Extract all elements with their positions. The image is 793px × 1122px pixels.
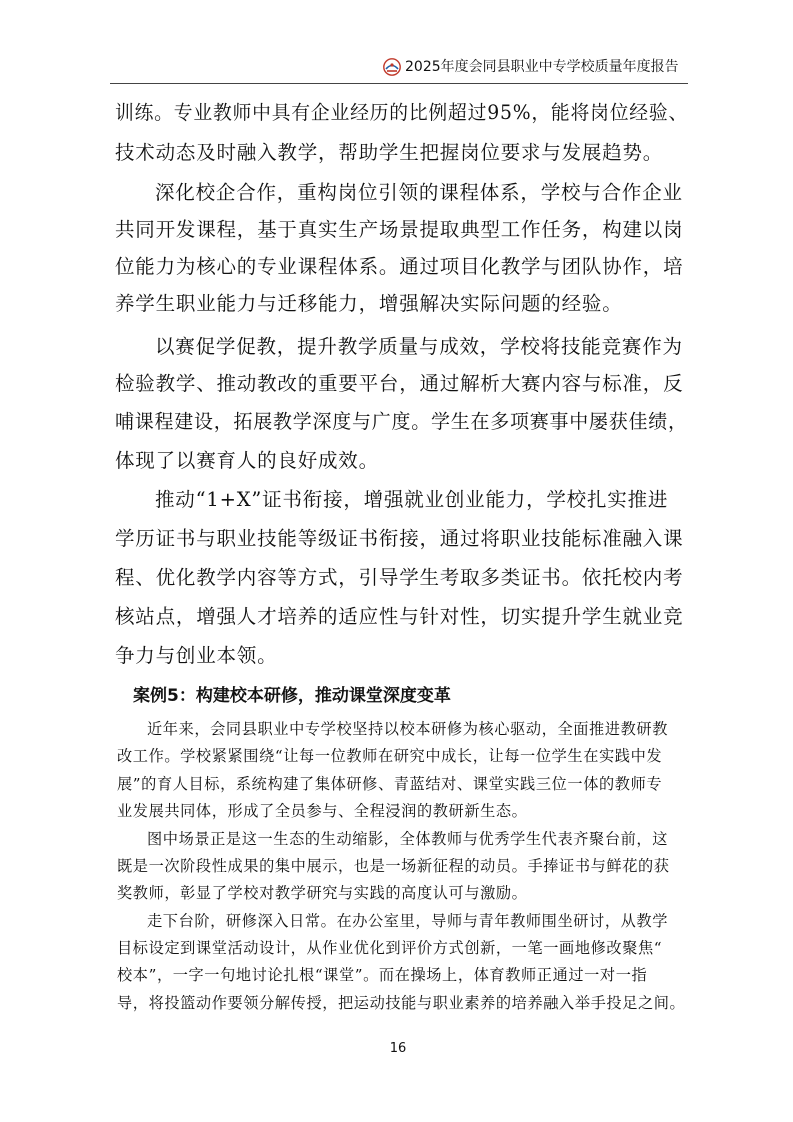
text-line: 争力与创业本领。: [115, 644, 278, 667]
text-line: 技术动态及时融入教学，帮助学生把握岗位要求与发展趋势。: [115, 141, 664, 164]
text-line: 校本”，一字一句地讨论扎根“课堂”。而在操场上，体育教师正通过一对一指: [117, 966, 648, 984]
text-line: 学历证书与职业技能等级证书衔接，通过将职业技能标准融入课: [115, 527, 684, 550]
text-line: 以赛促学促教，提升教学质量与成效，学校将技能竞赛作为: [155, 335, 683, 358]
text-line: 改工作。学校紧紧围绕“让每一位教师在研究中成长，让每一位学生在实践中发: [117, 747, 663, 765]
text-line: 深化校企合作，重构岗位引领的课程体系，学校与合作企业: [155, 181, 683, 204]
text-line: 推动“1+X”证书衔接，增强就业创业能力，学校扎实推进: [155, 488, 669, 511]
text-line: 共同开发课程，基于真实生产场景提取典型工作任务，构建以岗: [115, 218, 684, 241]
report-title: 2025年度会同县职业中专学校质量年度报告: [405, 59, 679, 75]
page-header: [383, 57, 683, 79]
text-line: 业发展共同体，形成了全员参与、全程浸润的教研新生态。: [117, 802, 528, 820]
text-line: 走下台阶，研修深入日常。在办公室里，导师与青年教师围坐研讨，从教学: [147, 912, 668, 930]
text-line: 体现了以赛育人的良好成效。: [115, 449, 379, 472]
text-line: 位能力为核心的专业课程体系。通过项目化教学与团队协作，培: [115, 255, 684, 278]
case-heading: 案例5：构建校本研修，推动课堂深度变革: [133, 686, 451, 706]
text-line: 哺课程建设，拓展教学深度与广度。学生在多项赛事中屡获佳绩，: [115, 410, 688, 433]
text-line: 检验教学、推动教改的重要平台，通过解析大赛内容与标准，反: [115, 372, 684, 395]
text-line: 导，将投篮动作要领分解传授，把运动技能与职业素养的培养融入举手投足之间。: [117, 994, 686, 1012]
text-line: 奖教师，彰显了学校对教学研究与实践的高度认可与激励。: [117, 884, 528, 902]
text-line: 既是一次阶段性成果的集中展示，也是一场新征程的动员。手捧证书与鲜花的获: [117, 857, 670, 875]
text-line: 图中场景正是这一生态的生动缩影，全体教师与优秀学生代表齐聚台前，这: [147, 830, 668, 848]
text-line: 展”的育人目标，系统构建了集体研修、青蓝结对、课堂实践三位一体的教师专: [117, 775, 663, 793]
page-number: 16: [389, 1041, 407, 1056]
text-line: 程、优化教学内容等方式，引导学生考取多类证书。依托校内考: [115, 566, 684, 589]
text-line: 训练。专业教师中具有企业经历的比例超过95%，能将岗位经验、: [115, 101, 689, 124]
text-line: 目标设定到课堂活动设计，从作业优化到评价方式创新，一笔一画地修改聚焦“: [117, 939, 663, 957]
text-line: 核站点，增强人才培养的适应性与针对性，切实提升学生就业竞: [115, 605, 684, 628]
text-line: 近年来，会同县职业中专学校坚持以校本研修为核心驱动，全面推进教研教: [147, 720, 668, 738]
school-emblem-icon: [383, 58, 401, 76]
text-line: 养学生职业能力与迁移能力，增强解决实际问题的经验。: [115, 292, 623, 315]
header-divider: [110, 83, 688, 84]
